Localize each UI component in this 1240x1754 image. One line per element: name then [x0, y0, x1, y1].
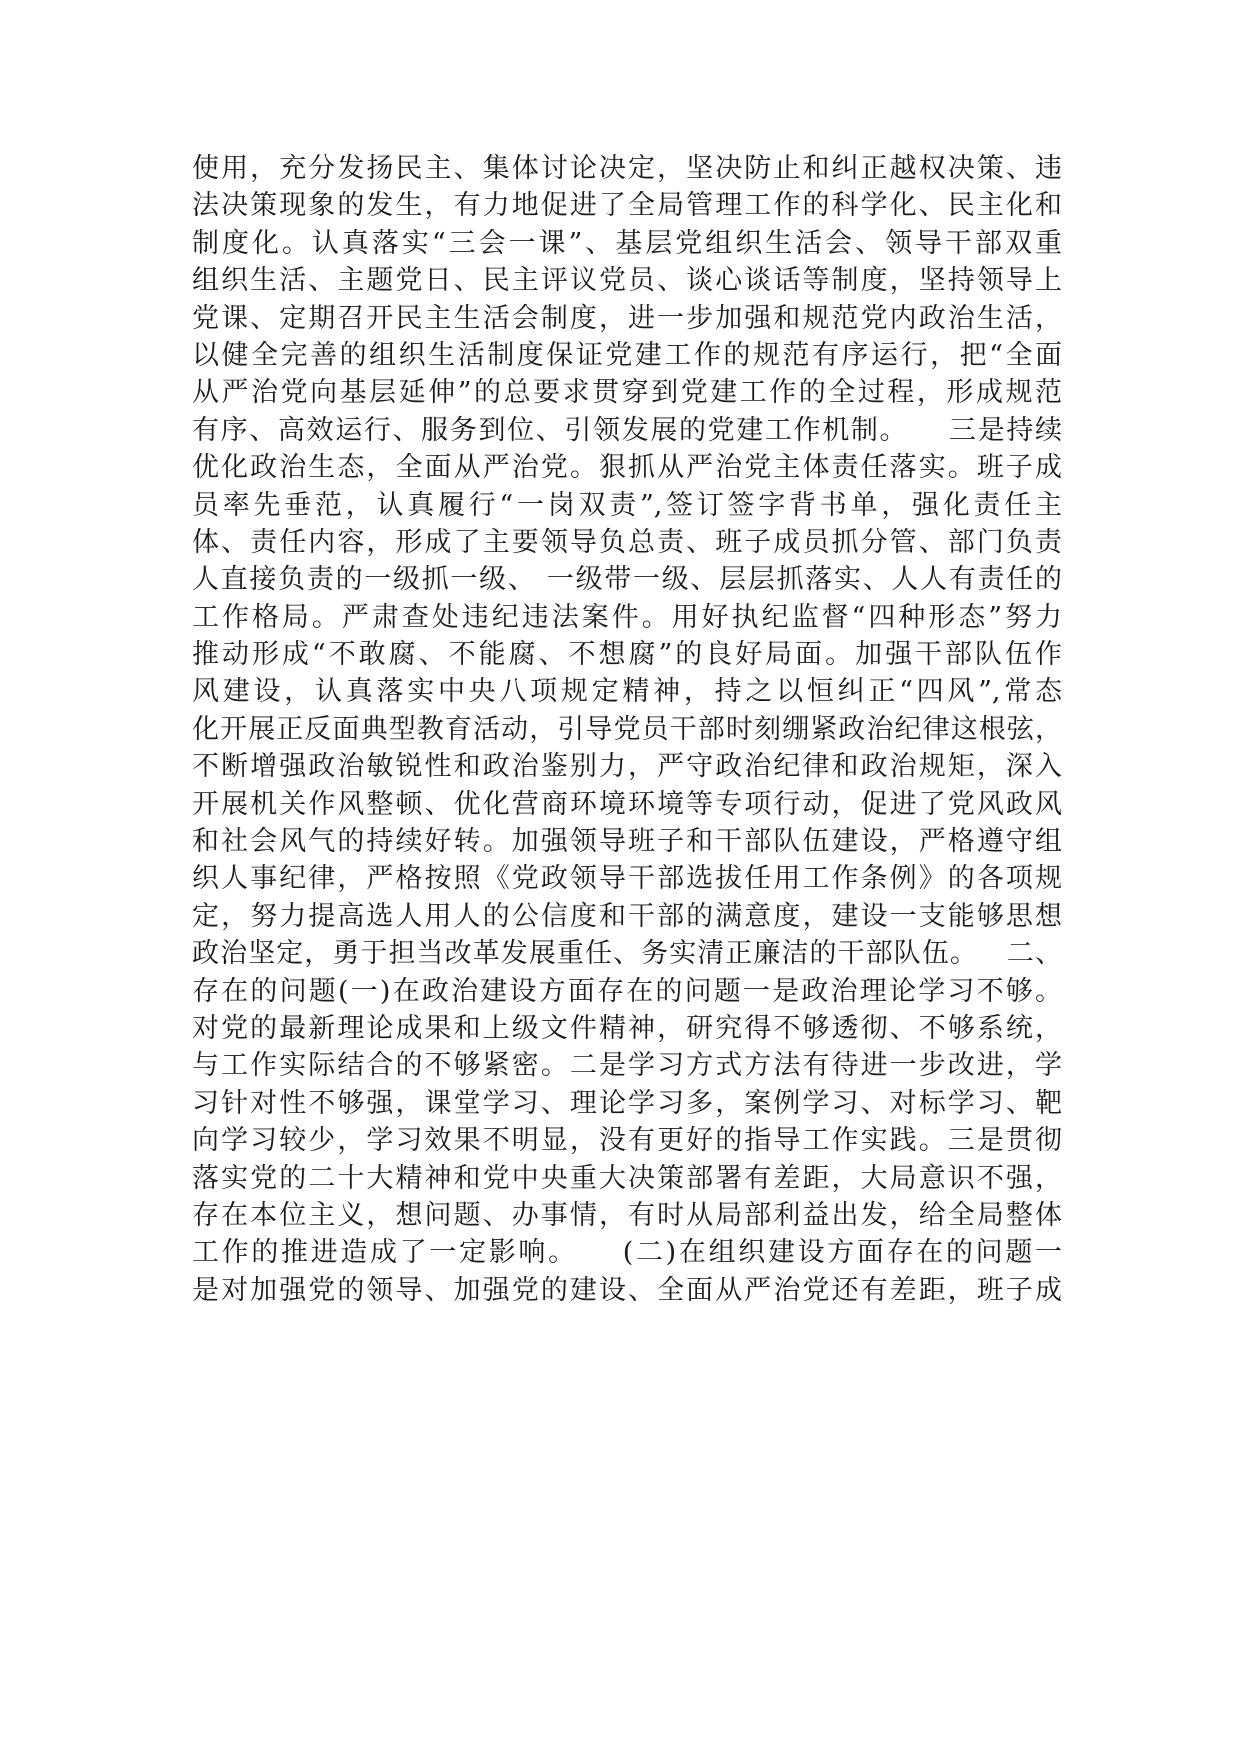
- text-line: 开展机关作风整顿、优化营商环境环境等专项行动，促进了党风政风: [192, 788, 1062, 820]
- text-line: 定，努力提高选人用人的公信度和干部的满意度，建设一支能够思想: [192, 900, 1062, 932]
- text-line: 不断增强政治敏锐性和政治鉴别力，严守政治纪律和政治规矩，深入: [192, 751, 1062, 783]
- text-line: 向学习较少，学习效果不明显，没有更好的指导工作实践。三是贯彻: [192, 1125, 1062, 1157]
- text-line: 和社会风气的持续好转。加强领导班子和干部队伍建设，严格遵守组: [192, 826, 1062, 858]
- text-line: 法决策现象的发生，有力地促进了全局管理工作的科学化、民主化和: [192, 190, 1062, 222]
- text-line: 存在的问题(一)在政治建设方面存在的问题一是政治理论学习不够。: [192, 975, 1062, 1007]
- text-line: 使用，充分发扬民主、集体讨论决定，坚决防止和纠正越权决策、违: [192, 153, 1062, 184]
- text-line: 化开展正反面典型教育活动，引导党员干部时刻绷紧政治纪律这根弦，: [192, 713, 1062, 745]
- text-line: 与工作实际结合的不够紧密。二是学习方式方法有待进一步改进，学: [192, 1050, 1062, 1082]
- text-line: 优化政治生态，全面从严治党。狠抓从严治党主体责任落实。班子成: [192, 452, 1062, 484]
- text-line: 以健全完善的组织生活制度保证党建工作的规范有序运行，把“全面: [192, 339, 1062, 371]
- body-text: [192, 150, 1062, 1309]
- text-line: 推动形成“不敢腐、不能腐、不想腐”的良好局面。加强干部队伍作: [192, 639, 1062, 671]
- text-line: 员率先垂范，认真履行“一岗双责”,签订签字背书单，强化责任主: [192, 489, 1062, 521]
- text-line: 体、责任内容，形成了主要领导负总责、班子成员抓分管、部门负责: [192, 526, 1062, 558]
- text-line: 存在本位主义，想问题、办事情，有时从局部利益出发，给全局整体: [192, 1199, 1062, 1231]
- text-line: 有序、高效运行、服务到位、引领发展的党建工作机制。 三是持续: [192, 414, 1062, 446]
- text-line: 从严治党向基层延伸”的总要求贯穿到党建工作的全过程，形成规范: [192, 377, 1062, 409]
- text-line: 是对加强党的领导、加强党的建设、全面从严治党还有差距，班子成: [192, 1274, 1062, 1306]
- text-line: 制度化。认真落实“三会一课”、基层党组织生活会、领导干部双重: [192, 227, 1062, 259]
- text-line: 人直接负责的一级抓一级、 一级带一级、层层抓落实、人人有责任的: [192, 564, 1062, 596]
- text-line: 工作的推进造成了一定影响。 (二)在组织建设方面存在的问题一: [192, 1237, 1062, 1269]
- text-line: 落实党的二十大精神和党中央重大决策部署有差距，大局意识不强，: [192, 1162, 1062, 1194]
- text-line: 党课、定期召开民主生活会制度，进一步加强和规范党内政治生活，: [192, 302, 1062, 334]
- text-line: 政治坚定，勇于担当改革发展重任、务实清正廉洁的干部队伍。 二、: [192, 938, 1062, 970]
- text-line: 织人事纪律，严格按照《党政领导干部选拔任用工作条例》的各项规: [192, 863, 1062, 895]
- text-line: 工作格局。严肃查处违纪违法案件。用好执纪监督“四种形态”努力: [192, 601, 1062, 633]
- text-line: 组织生活、主题党日、民主评议党员、谈心谈话等制度，坚持领导上: [192, 265, 1062, 297]
- text-line: 对党的最新理论成果和上级文件精神，研究得不够透彻、不够系统，: [192, 1012, 1062, 1044]
- text-line: 风建设，认真落实中央八项规定精神，持之以恒纠正“四风”,常态: [192, 676, 1062, 708]
- text-line: 习针对性不够强，课堂学习、理论学习多，案例学习、对标学习、靶: [192, 1087, 1062, 1119]
